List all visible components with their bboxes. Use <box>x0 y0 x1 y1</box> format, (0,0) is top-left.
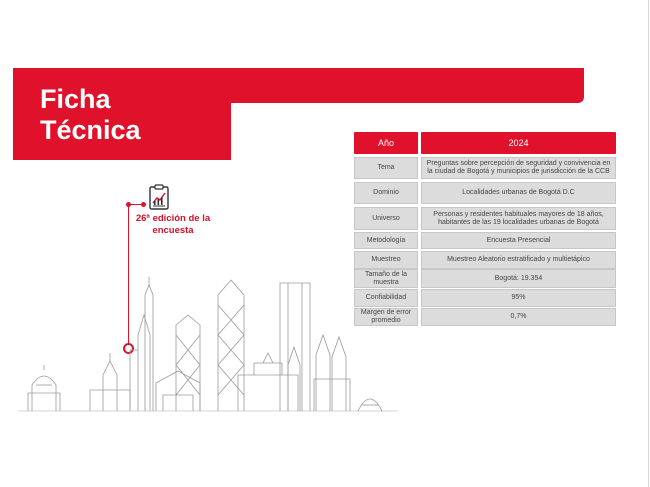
clipboard-chart-icon <box>148 184 170 210</box>
bogota-skyline-illustration <box>18 275 398 415</box>
table-row-label: Muestreo <box>354 251 418 269</box>
table-row-label: Margen de error promedio <box>354 308 418 326</box>
table-row-label: Universo <box>354 207 418 230</box>
table-row-label: Confiabilidad <box>354 289 418 307</box>
table-row-label: Tamaño de la muestra <box>354 269 418 288</box>
edition-label-line1: 26ª edición de la <box>135 213 211 224</box>
table-row-value: Muestreo Aleatorio estratificado y multietápico <box>421 251 616 269</box>
timeline-dot <box>126 202 131 207</box>
table-row-value: 0,7% <box>421 308 616 326</box>
table-row-value: Preguntas sobre percepción de seguridad y convivencia en la ciudad de Bogotá y municipios de jurisdicción de la CCB <box>421 157 616 179</box>
table-row-value: Bogotá: 19.354 <box>421 269 616 288</box>
table-row-label: Dominio <box>354 182 418 204</box>
timeline-dot <box>141 202 146 207</box>
table-row-value: 95% <box>421 289 616 307</box>
slide-border <box>648 0 649 487</box>
table-header-label: Año <box>354 132 418 154</box>
page-title <box>40 84 141 146</box>
table-row-label: Metodología <box>354 232 418 249</box>
table-row-value: Localidades urbanas de Bogotá D.C <box>421 182 616 204</box>
edition-label <box>128 213 218 237</box>
edition-label-line2: encuesta <box>152 225 194 236</box>
table-row-value: Personas y residentes habituales mayores de 18 años, habitantes de las 19 localidades urbanas de Bogotá <box>421 207 616 230</box>
table-row-value: Encuesta Presencial <box>421 232 616 249</box>
table-row-label: Tema <box>354 157 418 179</box>
page-title-line1: Ficha <box>40 84 111 114</box>
page-title-line2: Técnica <box>40 115 141 145</box>
table-header-value: 2024 <box>421 132 616 154</box>
